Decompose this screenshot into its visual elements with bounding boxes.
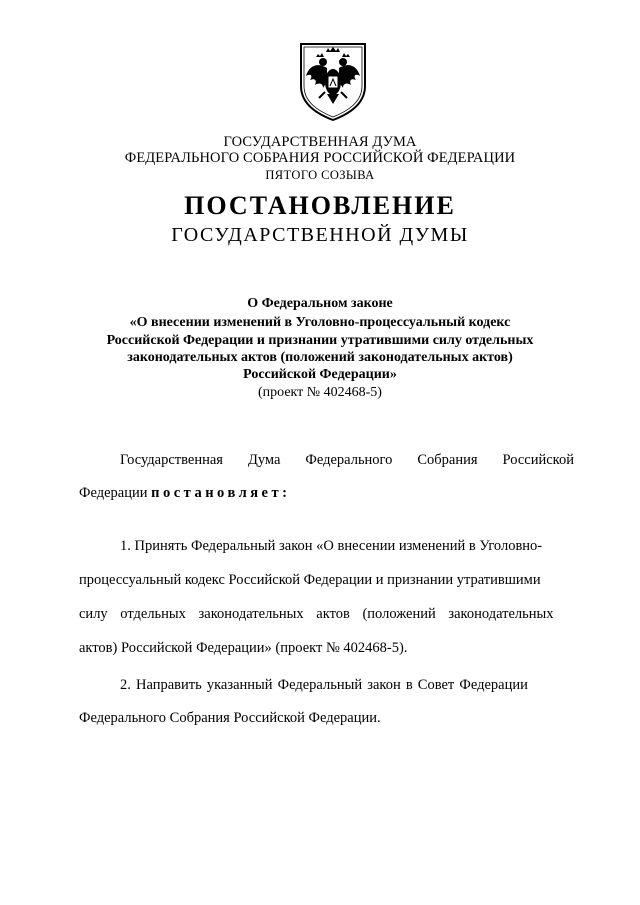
org-name-line2: ФЕДЕРАЛЬНОГО СОБРАНИЯ РОССИЙСКОЙ ФЕДЕРАЦИИ bbox=[124, 150, 516, 166]
org-name-line1: ГОСУДАРСТВЕННАЯ ДУМА bbox=[223, 134, 417, 150]
item1-line: 1. Принять Федеральный закон «О внесении изменений в Уголовно- bbox=[120, 538, 543, 554]
subject-line: О Федеральном законе bbox=[247, 296, 393, 311]
document-type-title: ПОСТАНОВЛЕНИЕ bbox=[184, 191, 456, 220]
project-number: (проект № 402468-5) bbox=[258, 385, 382, 400]
subject-line: Российской Федерации и признании утратившими силу отдельных bbox=[106, 333, 534, 348]
document-issuer: ГОСУДАРСТВЕННОЙ ДУМЫ bbox=[171, 224, 469, 246]
convocation: ПЯТОГО СОЗЫВА bbox=[265, 168, 375, 182]
coat-of-arms-icon bbox=[297, 42, 369, 122]
item1-line: актов) Российской Федерации» (проект № 402468-5). bbox=[79, 640, 408, 656]
item2-line: Федерального Собрания Российской Федерации. bbox=[79, 710, 381, 726]
subject-line: «О внесении изменений в Уголовно-процессуальный кодекс bbox=[129, 315, 511, 330]
preamble-word: Российской bbox=[502, 452, 574, 468]
subject-line: законодательных актов (положений законодательных актов) bbox=[127, 350, 513, 365]
item1-line: силу отдельных законодательных актов (положений законодательных bbox=[79, 606, 554, 622]
preamble-word: Государственная bbox=[120, 452, 223, 468]
preamble-end: Федерации bbox=[79, 485, 148, 501]
preamble-line2 bbox=[79, 485, 574, 502]
preamble-word: Собрания bbox=[417, 452, 478, 468]
decree-verb: постановляет: bbox=[151, 485, 291, 501]
preamble-line1 bbox=[120, 452, 574, 469]
subject-line: Российской Федерации» bbox=[243, 367, 397, 382]
item2-line: 2. Направить указанный Федеральный закон в Совет Федерации bbox=[120, 677, 528, 693]
item1-line: процессуальный кодекс Российской Федерации и признании утратившими bbox=[79, 572, 541, 588]
preamble-word: Федерального bbox=[305, 452, 393, 468]
preamble-word: Дума bbox=[247, 452, 281, 468]
